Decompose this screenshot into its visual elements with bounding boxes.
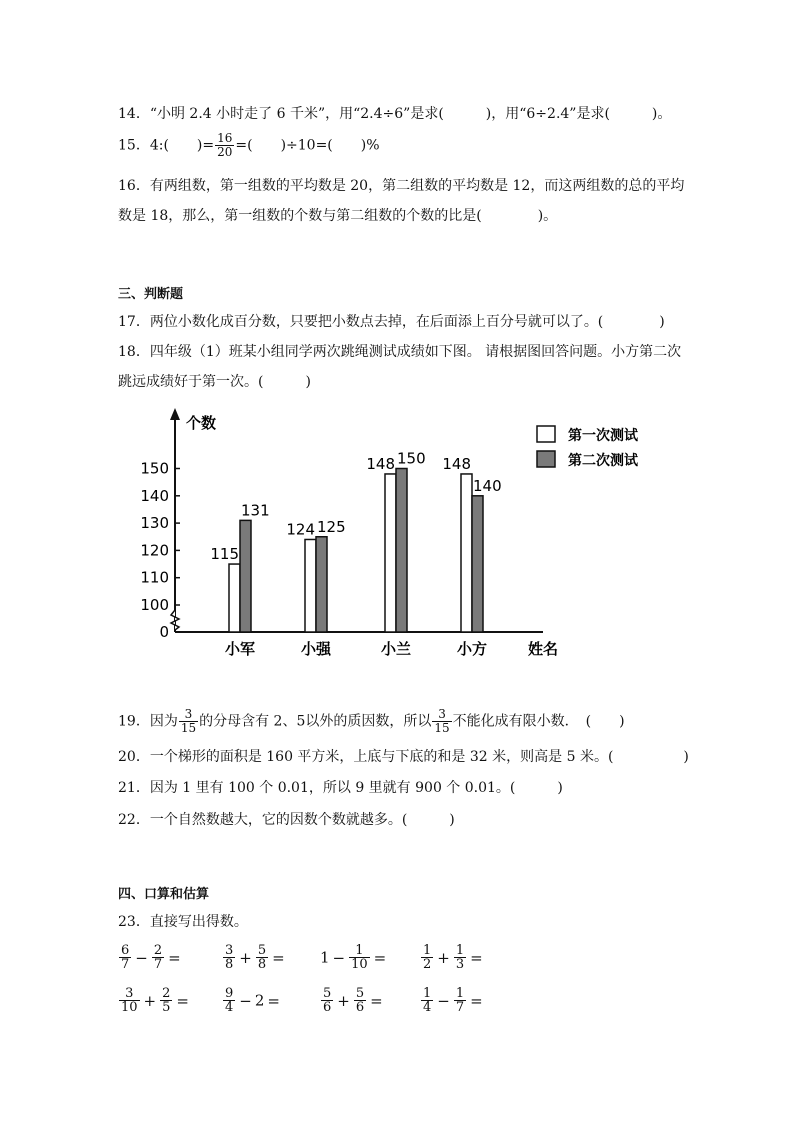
calc-fraction-numerator: 1	[423, 986, 432, 1001]
legend-swatch-first	[537, 426, 555, 442]
calc-fraction	[256, 944, 268, 971]
calc-fraction-numerator: 1	[455, 943, 465, 958]
calc-fraction	[160, 987, 172, 1014]
bar-value-label: 148	[442, 454, 471, 473]
calc-fraction-denominator: 8	[225, 957, 234, 972]
calc-fraction-numerator: 6	[121, 943, 130, 958]
q15-fraction	[215, 132, 234, 159]
q15-prefix: 15．4:( )=	[118, 137, 215, 154]
bar-second-2	[396, 469, 407, 633]
legend	[537, 426, 639, 469]
y-tick-label: 110	[140, 568, 169, 587]
section-4-title: 四、口算和估算	[118, 887, 210, 902]
bar-value-label: 115	[210, 545, 239, 564]
bar-value-label: 131	[241, 501, 270, 520]
calc-equals: =	[470, 948, 483, 967]
y-tick-label: 0	[159, 623, 169, 641]
question-18-line2: 跳远成绩好于第一次。( )	[118, 374, 311, 390]
bar-second-3	[472, 496, 483, 632]
category-label: 小兰	[380, 640, 412, 658]
calc-fraction-numerator: 1	[355, 943, 364, 958]
axis-break-mark	[171, 610, 179, 630]
calc-fraction-denominator: 10	[121, 1000, 138, 1015]
y-axis-arrow	[170, 408, 180, 420]
x-axis-label: 姓名	[528, 640, 559, 658]
calc-operator: −	[239, 991, 252, 1010]
calc-equals: =	[370, 991, 383, 1010]
category-label: 小方	[456, 640, 488, 658]
question-16-line2: 数是 18，那么，第一组数的个数与第二组数的个数的比是( )。	[118, 208, 558, 224]
calc-operator: −	[135, 948, 148, 967]
bar-first-1	[305, 539, 316, 632]
calc-fraction-denominator: 3	[455, 957, 465, 972]
bar-first-2	[385, 474, 396, 632]
calc-fraction	[223, 987, 235, 1014]
category-label: 小强	[300, 640, 332, 658]
y-tick-label: 100	[140, 596, 169, 614]
calc-fraction-denominator: 7	[455, 1000, 465, 1015]
y-tick-label: 140	[140, 486, 169, 505]
question-19	[118, 708, 625, 735]
question-22: 22．一个自然数越大，它的因数个数就越多。( )	[118, 812, 455, 828]
calc-fraction-denominator: 7	[153, 957, 163, 972]
calc-operator: −	[437, 991, 450, 1010]
bar-first-0	[229, 564, 240, 632]
calc-fraction-numerator: 5	[257, 943, 267, 958]
calc-fraction-numerator: 3	[125, 986, 134, 1001]
calc-fraction-denominator: 8	[257, 957, 267, 972]
calc-fraction	[119, 987, 140, 1014]
calc-fraction-denominator: 10	[351, 957, 368, 972]
calc-equals: =	[176, 991, 189, 1010]
q15-numerator: 16	[217, 131, 233, 145]
calc-item	[320, 987, 386, 1014]
bar-second-0	[240, 520, 251, 632]
calc-operator: +	[239, 948, 252, 967]
calc-fraction	[421, 944, 433, 971]
calc-item	[320, 944, 389, 971]
y-axis-label: 个数	[186, 414, 217, 432]
q19-prefix: 19．因为	[118, 713, 178, 730]
jump-rope-bar-chart	[118, 404, 638, 664]
calc-item	[222, 944, 288, 971]
q15-denominator: 20	[217, 145, 233, 159]
legend-label-second: 第二次测试	[568, 453, 638, 469]
calc-equals: =	[267, 991, 280, 1010]
bar-value-label: 148	[366, 454, 395, 473]
calc-integer: 1	[320, 948, 330, 967]
bar-value-label: 125	[317, 517, 346, 536]
calc-fraction-denominator: 2	[423, 957, 432, 972]
calc-fraction-numerator: 2	[153, 943, 163, 958]
calc-fraction-denominator: 4	[423, 1000, 432, 1015]
question-17: 17．两位小数化成百分数，只要把小数点去掉，在后面添上百分号就可以了。( )	[118, 314, 665, 330]
calc-item	[420, 944, 486, 971]
calc-fraction	[223, 944, 235, 971]
calc-fraction-denominator: 6	[355, 1000, 365, 1015]
calc-fraction-numerator: 3	[225, 943, 234, 958]
calc-fraction	[421, 987, 433, 1014]
question-20: 20．一个梯形的面积是 160 平方米，上底与下底的和是 32 米，则高是 5 米。( )	[118, 749, 689, 765]
calc-fraction-denominator: 7	[121, 957, 130, 972]
bar-value-label: 150	[397, 449, 426, 468]
q19-den2: 15	[434, 721, 450, 735]
q19-num2: 3	[438, 707, 446, 721]
calc-fraction-numerator: 2	[162, 986, 171, 1001]
legend-label-first: 第一次测试	[568, 428, 638, 444]
calc-integer: 2	[254, 991, 265, 1010]
calc-equals: =	[272, 948, 285, 967]
question-16-line1: 16．有两组数，第一组数的平均数是 20，第二组数的平均数是 12，而这两组数的总的平均	[118, 178, 685, 194]
calc-fraction-numerator: 9	[225, 986, 234, 1001]
question-23: 23．直接写出得数。	[118, 914, 248, 930]
bar-value-label: 124	[286, 520, 315, 539]
question-15	[118, 132, 380, 159]
bars	[210, 450, 501, 659]
q19-fraction-2	[432, 708, 451, 735]
q19-suffix: 不能化成有限小数． ( )	[452, 713, 625, 730]
calc-item	[420, 987, 486, 1014]
q19-den1: 15	[180, 721, 197, 735]
q19-fraction-1	[179, 708, 198, 735]
calc-fraction	[119, 944, 131, 971]
question-21: 21．因为 1 里有 100 个 0.01，所以 9 里就有 900 个 0.01。( )	[118, 780, 563, 796]
calc-operator: +	[337, 991, 350, 1010]
calc-fraction-numerator: 1	[423, 943, 432, 958]
calc-item	[118, 987, 192, 1014]
calc-item	[118, 944, 184, 971]
calc-fraction	[349, 944, 370, 971]
calc-operator: +	[143, 991, 157, 1010]
q15-suffix: =( )÷10=( )%	[235, 137, 380, 154]
y-tick-label: 120	[140, 541, 169, 560]
calc-equals: =	[470, 991, 483, 1010]
calc-fraction-numerator: 5	[355, 986, 365, 1001]
calc-item	[222, 987, 283, 1014]
calc-equals: =	[168, 948, 181, 967]
legend-swatch-second	[537, 451, 555, 467]
section-3-title: 三、判断题	[118, 287, 184, 302]
question-14: 14．“小明 2.4 小时走了 6 千米”，用“2.4÷6”是求( )，用“6÷2.4”是求( )。	[118, 106, 672, 122]
calc-operator: +	[437, 948, 450, 967]
question-18-line1: 18．四年级（1）班某小组同学两次跳绳测试成绩如下图。 请根据图回答问题。小方第二次	[118, 344, 682, 360]
bar-value-label: 140	[473, 476, 502, 495]
calc-equals: =	[373, 948, 387, 967]
category-label: 小军	[224, 640, 256, 658]
calc-operator: −	[332, 948, 346, 967]
calc-fraction	[454, 987, 466, 1014]
calc-fraction	[152, 944, 164, 971]
y-tick-label: 150	[140, 459, 169, 478]
calc-fraction	[354, 987, 366, 1014]
bar-first-3	[461, 474, 472, 632]
calc-fraction	[321, 987, 333, 1014]
q19-num1: 3	[184, 707, 193, 721]
bar-second-1	[316, 537, 327, 632]
q19-middle: 的分母含有 2、5以外的质因数，所以	[199, 713, 432, 730]
calc-fraction-numerator: 5	[323, 986, 332, 1001]
calc-fraction-numerator: 1	[455, 986, 465, 1001]
y-tick-label: 130	[140, 514, 169, 533]
calc-fraction-denominator: 6	[323, 1000, 332, 1015]
calc-fraction	[454, 944, 466, 971]
calc-fraction-denominator: 4	[225, 1000, 234, 1015]
calc-fraction-denominator: 5	[162, 1000, 171, 1015]
